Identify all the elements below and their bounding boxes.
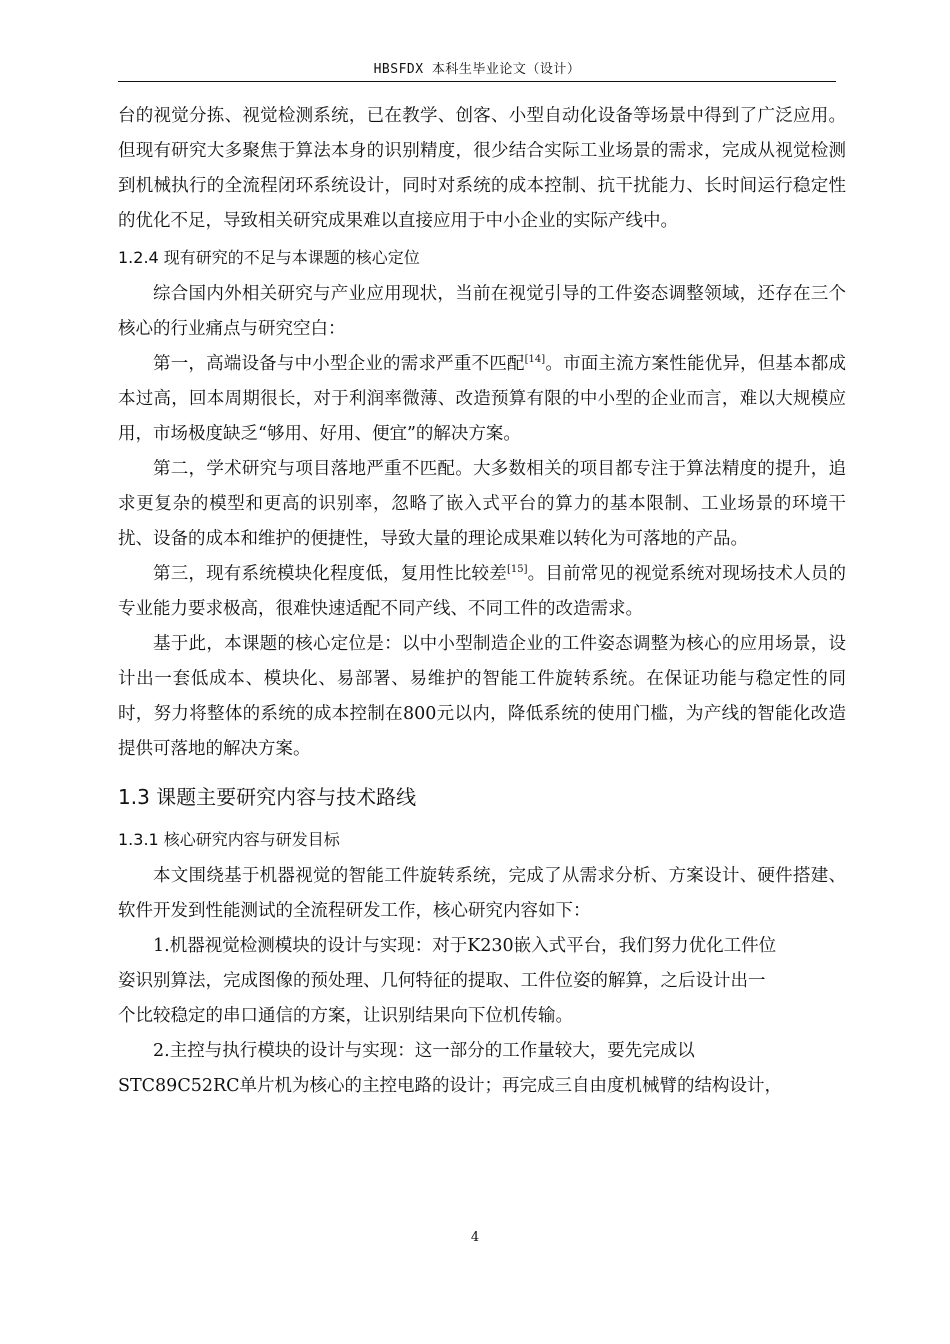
paragraph-first-point xyxy=(118,347,846,452)
body-content xyxy=(118,99,846,1104)
running-header: HBSFDX 本科生毕业论文（设计） xyxy=(373,62,581,77)
paragraph-second-point: 第二，学术研究与项目落地严重不匹配。大多数相关的项目都专注于算法精度的提升，追求更复杂的模型和更高的识别率，忽略了嵌入式平台的算力的基本限制、工业场景的环境干扰、设备的成本和维护的便捷性，导致大量的理论成果难以转化为可落地的产品。 xyxy=(118,459,846,549)
paragraph-text: 。市面主流方案性能优异，但基本都成本过高，回本周期很长，对于利润率微薄、改造预算有限的中小型的企业而言，难以大规模应用，市场极度缺乏“够用、好用、便宜”的解决方案。 xyxy=(118,354,847,444)
paragraph-summary: 综合国内外相关研究与产业应用现状，当前在视觉引导的工件姿态调整领域，还存在三个核心的行业痛点与研究空白： xyxy=(118,284,846,339)
paragraph-third-point xyxy=(118,557,846,627)
paragraph-positioning: 基于此，本课题的核心定位是：以中小型制造企业的工件姿态调整为核心的应用场景，设计出一套低成本、模块化、易部署、易维护的智能工件旋转系统。在保证功能与稳定性的同时，努力将整体的系统的成本控制在800元以内，降低系统的使用门槛，为产线的智能化改造提供可落地的解决方案。 xyxy=(118,634,846,759)
paragraph-intro: 台的视觉分拣、视觉检测系统，已在教学、创客、小型自动化设备等场景中得到了广泛应用。但现有研究大多聚焦于算法本身的识别精度，很少结合实际工业场景的需求，完成从视觉检测到机械执行的全流程闭环系统设计，同时对系统的成本控制、抗干扰能力、长时间运行稳定性的优化不足，导致相关研究成果难以直接应用于中小企业的实际产线中。 xyxy=(118,106,846,231)
paragraph-text: 第一，高端设备与中小型企业的需求严重不匹配 xyxy=(153,354,525,374)
heading-1-2-4: 1.2.4 现有研究的不足与本课题的核心定位 xyxy=(118,248,420,267)
citation-ref: [15] xyxy=(506,564,528,576)
list-item-line: 2.主控与执行模块的设计与实现：这一部分的工作量较大，要先完成以 xyxy=(153,1041,695,1061)
list-item-line: 1.机器视觉检测模块的设计与实现：对于K230嵌入式平台，我们努力优化工件位 xyxy=(153,936,777,956)
list-item-1 xyxy=(118,929,808,1034)
header-rule xyxy=(118,81,836,82)
paragraph-text: 。目前常见的视觉系统对现场技术人员的专业能力要求极高，很难快速适配不同产线、不同工件的改造需求。 xyxy=(118,564,847,619)
paragraph-text: 第三，现有系统模块化程度低，复用性比较差 xyxy=(153,564,507,584)
heading-1-3: 1.3 课题主要研究内容与技术路线 xyxy=(118,785,417,809)
list-item-line: 姿识别算法，完成图像的预处理、几何特征的提取、工件位姿的解算，之后设计出一 xyxy=(118,971,766,991)
citation-ref: [14] xyxy=(524,354,546,366)
heading-1-3-1: 1.3.1 核心研究内容与研发目标 xyxy=(118,830,340,849)
paragraph-research-overview: 本文围绕基于机器视觉的智能工件旋转系统，完成了从需求分析、方案设计、硬件搭建、软件开发到性能测试的全流程研发工作，核心研究内容如下： xyxy=(118,866,846,921)
list-item-2 xyxy=(118,1034,808,1104)
list-item-line: 个比较稳定的串口通信的方案，让识别结果向下位机传输。 xyxy=(118,1006,573,1026)
page-number: 4 xyxy=(470,1230,480,1245)
list-item-line: STC89C52RC单片机为核心的主控电路的设计；再完成三自由度机械臂的结构设计， xyxy=(118,1076,783,1096)
